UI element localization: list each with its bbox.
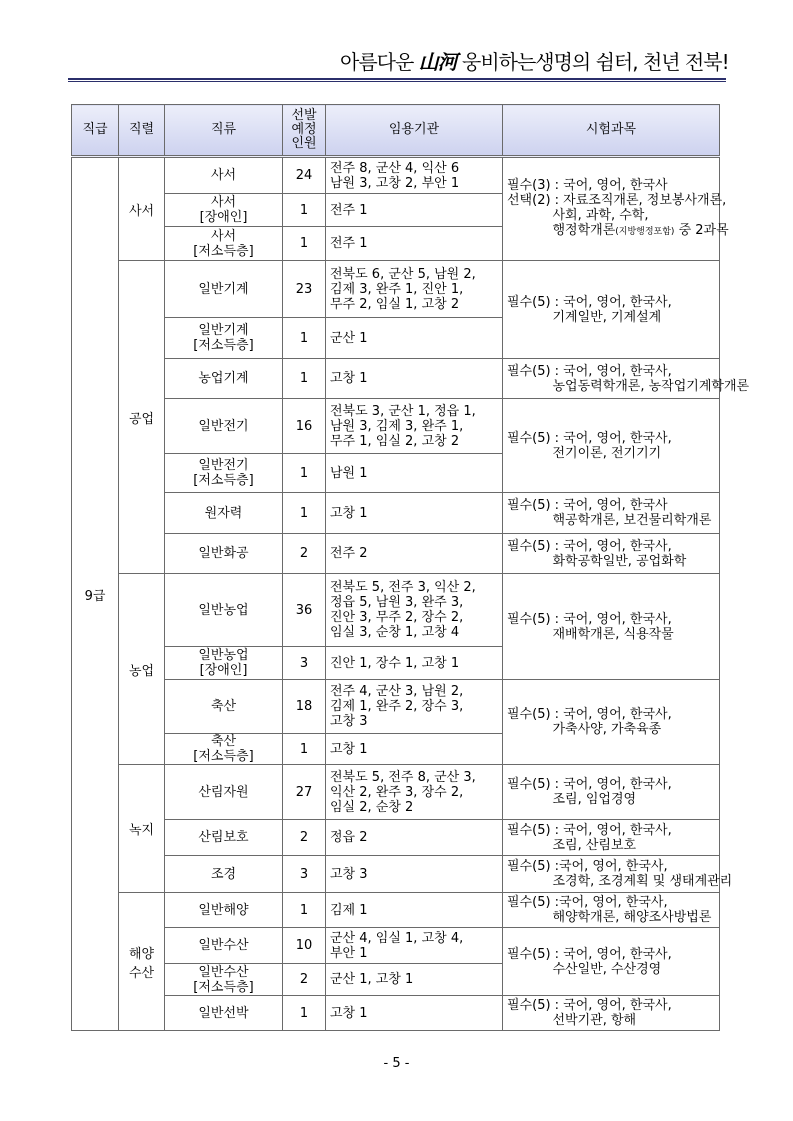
agency-cell: 진안 1, 장수 1, 고창 1 bbox=[326, 647, 503, 680]
agency-cell: 전주 2 bbox=[326, 534, 503, 574]
header-series: 직렬 bbox=[119, 105, 165, 157]
position-cell: 사서 [장애인] bbox=[165, 194, 283, 227]
count-cell: 1 bbox=[283, 734, 326, 765]
count-cell: 1 bbox=[283, 893, 326, 928]
header-subjects: 시험과목 bbox=[503, 105, 720, 157]
subjects-note: (지방행정포함) bbox=[615, 227, 675, 237]
table-row bbox=[72, 893, 720, 928]
series-cell: 사서 bbox=[119, 157, 165, 261]
subjects-cell: 필수(5) : 국어, 영어, 한국사, 화학공학일반, 공업화학 bbox=[503, 534, 720, 574]
table-row bbox=[72, 359, 720, 399]
subjects-cell bbox=[503, 157, 729, 261]
slogan-pre: 아름다운 bbox=[340, 50, 419, 74]
table-row bbox=[72, 765, 720, 820]
agency-cell: 전주 8, 군산 4, 익산 6 남원 3, 고창 2, 부안 1 bbox=[326, 157, 503, 194]
agency-cell: 고창 3 bbox=[326, 856, 503, 893]
table-row bbox=[72, 856, 720, 893]
position-cell: 일반화공 bbox=[165, 534, 283, 574]
subjects-cell: 필수(5) : 국어, 영어, 한국사, 기계일반, 기계설계 bbox=[503, 261, 720, 359]
series-cell: 농업 bbox=[119, 574, 165, 765]
agency-cell: 전북도 3, 군산 1, 정읍 1, 남원 3, 김제 3, 완주 1, 무주 1, 임실 2, 고창 2 bbox=[326, 399, 503, 454]
subjects-cell: 필수(5) : 국어, 영어, 한국사, 농업동력학개론, 농작업기계학개론 bbox=[503, 359, 720, 399]
position-cell: 산림보호 bbox=[165, 820, 283, 856]
series-cell: 녹지 bbox=[119, 765, 165, 893]
header-recruit-count: 선발 예정 인원 bbox=[283, 105, 326, 157]
position-cell: 축산 [저소득층] bbox=[165, 734, 283, 765]
table-row bbox=[72, 157, 720, 194]
count-cell: 1 bbox=[283, 996, 326, 1031]
position-cell: 일반기계 bbox=[165, 261, 283, 318]
table-row bbox=[72, 820, 720, 856]
count-cell: 2 bbox=[283, 534, 326, 574]
agency-cell: 전북도 5, 전주 8, 군산 3, 익산 2, 완주 3, 장수 2, 임실 2, 순창 2 bbox=[326, 765, 503, 820]
count-cell: 1 bbox=[283, 318, 326, 359]
position-cell: 일반전기 [저소득층] bbox=[165, 454, 283, 493]
subjects-cell: 필수(5) :국어, 영어, 한국사, 조경학, 조경계획 및 생태계관리 bbox=[503, 856, 720, 893]
count-cell: 27 bbox=[283, 765, 326, 820]
subjects-cell: 필수(5) : 국어, 영어, 한국사, 조림, 임업경영 bbox=[503, 765, 720, 820]
series-cell: 해양 수산 bbox=[119, 893, 165, 1031]
count-cell: 16 bbox=[283, 399, 326, 454]
slogan-hanja: 山河 bbox=[418, 50, 457, 74]
count-cell: 1 bbox=[283, 454, 326, 493]
header-agency: 임용기관 bbox=[326, 105, 503, 157]
agency-cell: 고창 1 bbox=[326, 734, 503, 765]
subjects-text: 필수(3) : 국어, 영어, 한국사 선택(2) : 자료조직개론, 정보봉사개론, 사회, 과학, 수학, 행정학개론 bbox=[507, 178, 727, 238]
agency-cell: 고창 1 bbox=[326, 493, 503, 534]
agency-cell: 정읍 2 bbox=[326, 820, 503, 856]
agency-cell: 군산 4, 임실 1, 고창 4, 부안 1 bbox=[326, 928, 503, 964]
position-cell: 조경 bbox=[165, 856, 283, 893]
header-rule bbox=[68, 78, 726, 80]
page-number: - 5 - bbox=[383, 1056, 410, 1071]
count-cell: 1 bbox=[283, 493, 326, 534]
subjects-cell: 필수(5) : 국어, 영어, 한국사, 조림, 산림보호 bbox=[503, 820, 720, 856]
table-row bbox=[72, 534, 720, 574]
subjects-cell: 필수(5) : 국어, 영어, 한국사 핵공학개론, 보건물리학개론 bbox=[503, 493, 720, 534]
count-cell: 3 bbox=[283, 856, 326, 893]
position-cell: 원자력 bbox=[165, 493, 283, 534]
agency-cell: 남원 1 bbox=[326, 454, 503, 493]
subjects-cell: 필수(5) : 국어, 영어, 한국사, 선박기관, 항해 bbox=[503, 996, 720, 1031]
agency-cell: 고창 1 bbox=[326, 359, 503, 399]
position-cell: 일반기계 [저소득층] bbox=[165, 318, 283, 359]
agency-cell: 전주 1 bbox=[326, 227, 503, 261]
subjects-cell: 필수(5) : 국어, 영어, 한국사, 재배학개론, 식용작물 bbox=[503, 574, 720, 680]
agency-cell: 전주 4, 군산 3, 남원 2, 김제 1, 완주 2, 장수 3, 고창 3 bbox=[326, 680, 503, 734]
count-cell: 23 bbox=[283, 261, 326, 318]
table-row bbox=[72, 399, 720, 454]
table-row bbox=[72, 493, 720, 534]
agency-cell: 김제 1 bbox=[326, 893, 503, 928]
position-cell: 일반수산 [저소득층] bbox=[165, 964, 283, 996]
table-row bbox=[72, 574, 720, 647]
header-rule-thin bbox=[68, 81, 726, 82]
count-cell: 2 bbox=[283, 820, 326, 856]
table-row bbox=[72, 996, 720, 1031]
position-cell: 일반해양 bbox=[165, 893, 283, 928]
table-header-row bbox=[72, 105, 720, 157]
count-cell: 1 bbox=[283, 359, 326, 399]
subjects-tail: 중 2과목 bbox=[674, 223, 729, 238]
position-cell: 일반전기 bbox=[165, 399, 283, 454]
count-cell: 2 bbox=[283, 964, 326, 996]
position-cell: 일반농업 [장애인] bbox=[165, 647, 283, 680]
agency-cell: 전주 1 bbox=[326, 194, 503, 227]
grade-cell: 9급 bbox=[72, 157, 119, 1031]
table-row bbox=[72, 261, 720, 318]
header-position: 직류 bbox=[165, 105, 283, 157]
count-cell: 1 bbox=[283, 227, 326, 261]
count-cell: 1 bbox=[283, 194, 326, 227]
agency-cell: 군산 1, 고창 1 bbox=[326, 964, 503, 996]
subjects-cell: 필수(5) : 국어, 영어, 한국사, 전기이론, 전기기기 bbox=[503, 399, 720, 493]
position-cell: 사서 bbox=[165, 157, 283, 194]
count-cell: 18 bbox=[283, 680, 326, 734]
position-cell: 사서 [저소득층] bbox=[165, 227, 283, 261]
slogan-post: 웅비하는생명의 쉼터, 천년 전북! bbox=[456, 50, 729, 74]
series-cell: 공업 bbox=[119, 261, 165, 574]
position-cell: 축산 bbox=[165, 680, 283, 734]
position-cell: 일반수산 bbox=[165, 928, 283, 964]
recruitment-table bbox=[71, 104, 750, 1031]
agency-cell: 군산 1 bbox=[326, 318, 503, 359]
subjects-cell: 필수(5) : 국어, 영어, 한국사, 가축사양, 가축육종 bbox=[503, 680, 720, 765]
agency-cell: 전북도 5, 전주 3, 익산 2, 정읍 5, 남원 3, 완주 3, 진안 3, 무주 2, 장수 2, 임실 3, 순창 1, 고창 4 bbox=[326, 574, 503, 647]
subjects-cell: 필수(5) :국어, 영어, 한국사, 해양학개론, 해양조사방법론 bbox=[503, 893, 720, 928]
subjects-cell: 필수(5) : 국어, 영어, 한국사, 수산일반, 수산경영 bbox=[503, 928, 720, 996]
header-grade: 직급 bbox=[72, 105, 119, 157]
position-cell: 산림자원 bbox=[165, 765, 283, 820]
table-row bbox=[72, 928, 720, 964]
agency-cell: 전북도 6, 군산 5, 남원 2, 김제 3, 완주 1, 진안 1, 무주 2, 임실 1, 고창 2 bbox=[326, 261, 503, 318]
header-slogan bbox=[340, 46, 730, 74]
count-cell: 3 bbox=[283, 647, 326, 680]
position-cell: 농업기계 bbox=[165, 359, 283, 399]
count-cell: 10 bbox=[283, 928, 326, 964]
table-row bbox=[72, 680, 720, 734]
position-cell: 일반선박 bbox=[165, 996, 283, 1031]
agency-cell: 고창 1 bbox=[326, 996, 503, 1031]
count-cell: 24 bbox=[283, 157, 326, 194]
position-cell: 일반농업 bbox=[165, 574, 283, 647]
count-cell: 36 bbox=[283, 574, 326, 647]
